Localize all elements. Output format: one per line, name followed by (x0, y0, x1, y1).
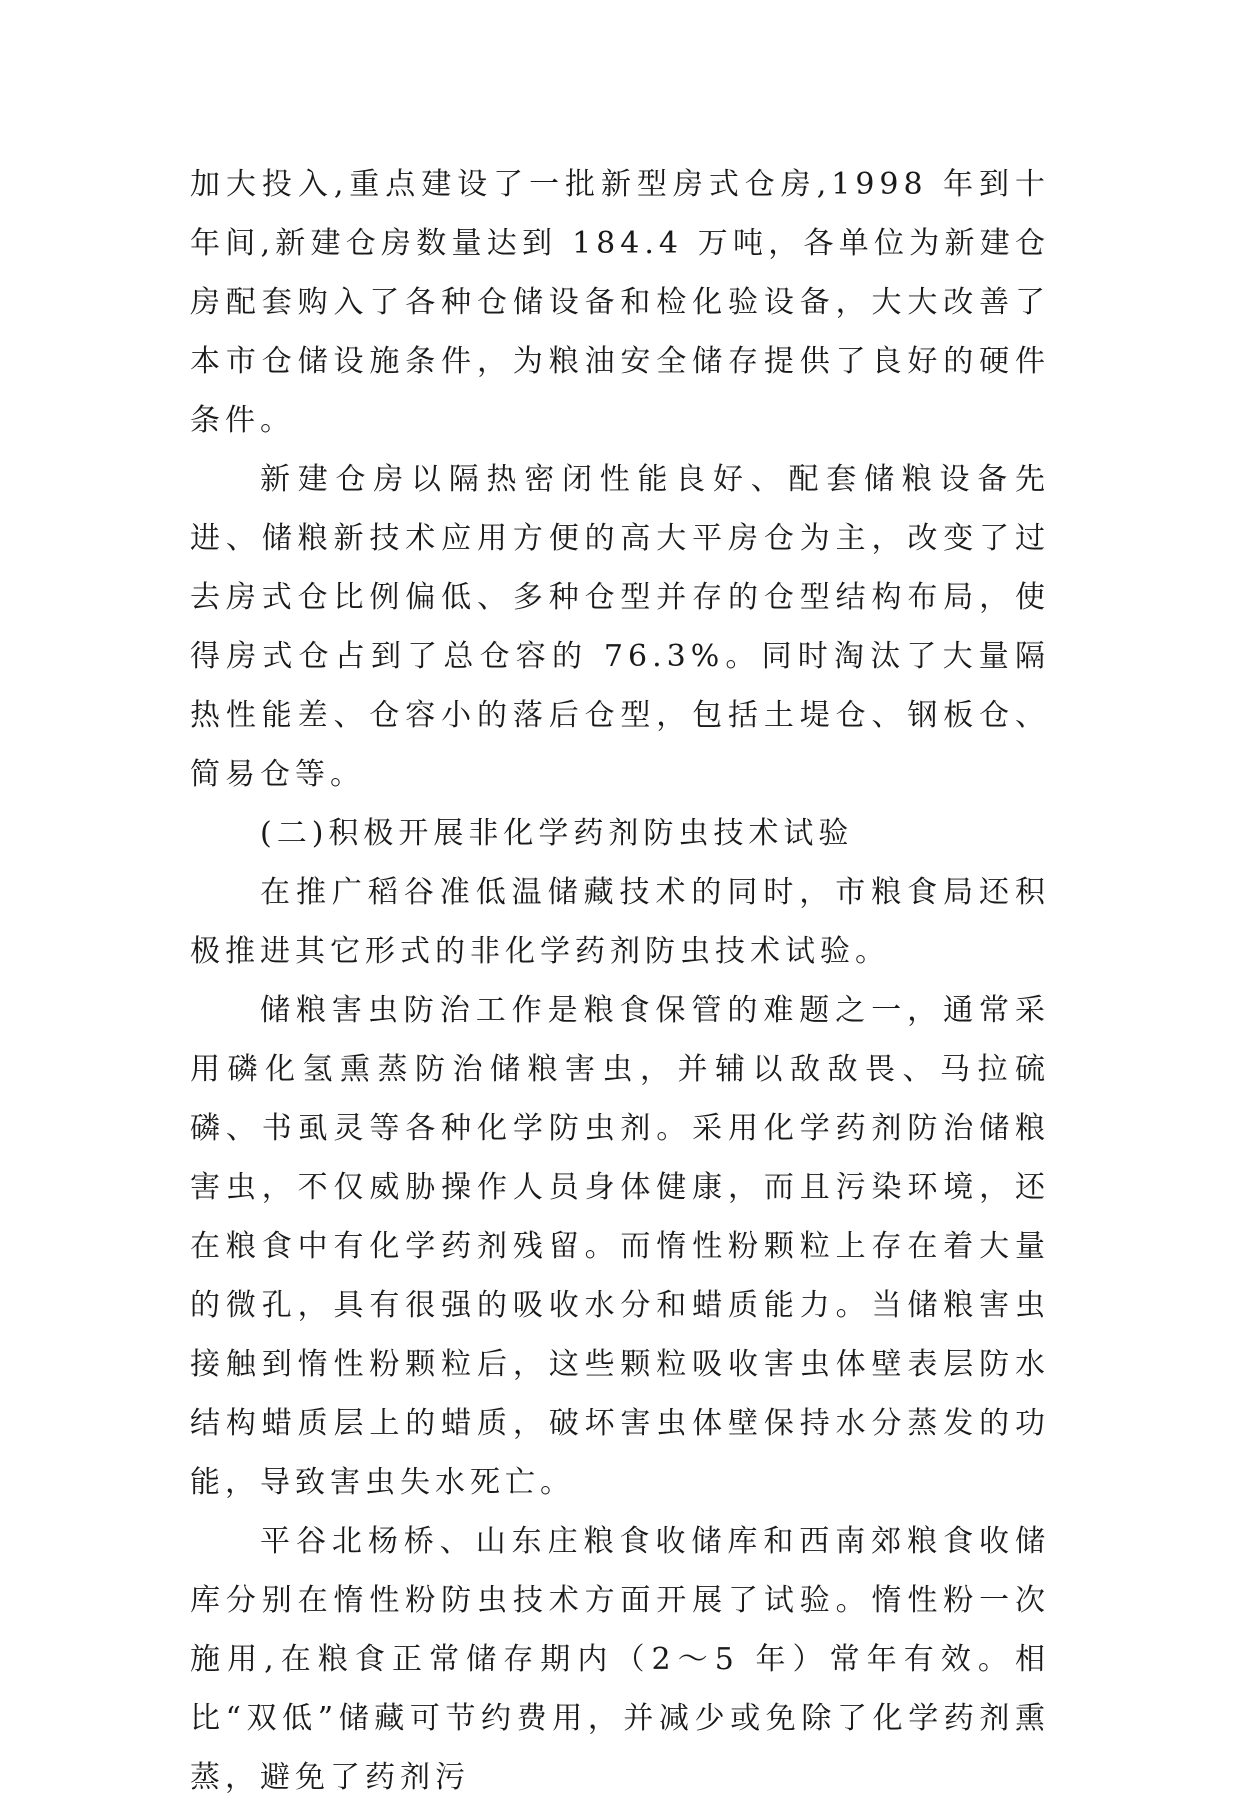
paragraph-4: 储粮害虫防治工作是粮食保管的难题之一，通常采用磷化氢熏蒸防治储粮害虫，并辅以敌敌畏、马拉硫磷、书虱灵等各种化学防虫剂。采用化学药剂防治储粮害虫，不仅威胁操作人员身体健康，而且污染环境，还在粮食中有化学药剂残留。而惰性粉颗粒上存在着大量的微孔，具有很强的吸收水分和蜡质能力。当储粮害虫接触到惰性粉颗粒后，这些颗粒吸收害虫体壁表层防水结构蜡质层上的蜡质，破坏害虫体壁保持水分蒸发的功能，导致害虫失水死亡。 (190, 993, 1050, 1500)
section-heading: (二)积极开展非化学药剂防虫技术试验 (260, 816, 854, 851)
paragraph-5: 平谷北杨桥、山东庄粮食收储库和西南郊粮食收储库分别在惰性粉防虫技术方面开展了试验。惰性粉一次施用,在粮食正常储存期内（2～5 年）常年有效。相比“双低”储藏可节约费用，并减少或免除了化学药剂熏蒸，避免了药剂污 (190, 1524, 1050, 1795)
document-page (190, 155, 1050, 1807)
paragraph-2: 新建仓房以隔热密闭性能良好、配套储粮设备先进、储粮新技术应用方便的高大平房仓为主，改变了过去房式仓比例偏低、多种仓型并存的仓型结构布局，使得房式仓占到了总仓容的 76.3%。同时淘汰了大量隔热性能差、仓容小的落后仓型，包括土堤仓、钢板仓、简易仓等。 (190, 462, 1050, 792)
paragraph-3: 在推广稻谷准低温储藏技术的同时，市粮食局还积极推进其它形式的非化学药剂防虫技术试验。 (190, 875, 1050, 969)
paragraph-1: 加大投入,重点建设了一批新型房式仓房,1998 年到十年间,新建仓房数量达到 184.4 万吨，各单位为新建仓房配套购入了各种仓储设备和检化验设备，大大改善了本市仓储设施条件，为粮油安全储存提供了良好的硬件条件。 (190, 167, 1050, 438)
